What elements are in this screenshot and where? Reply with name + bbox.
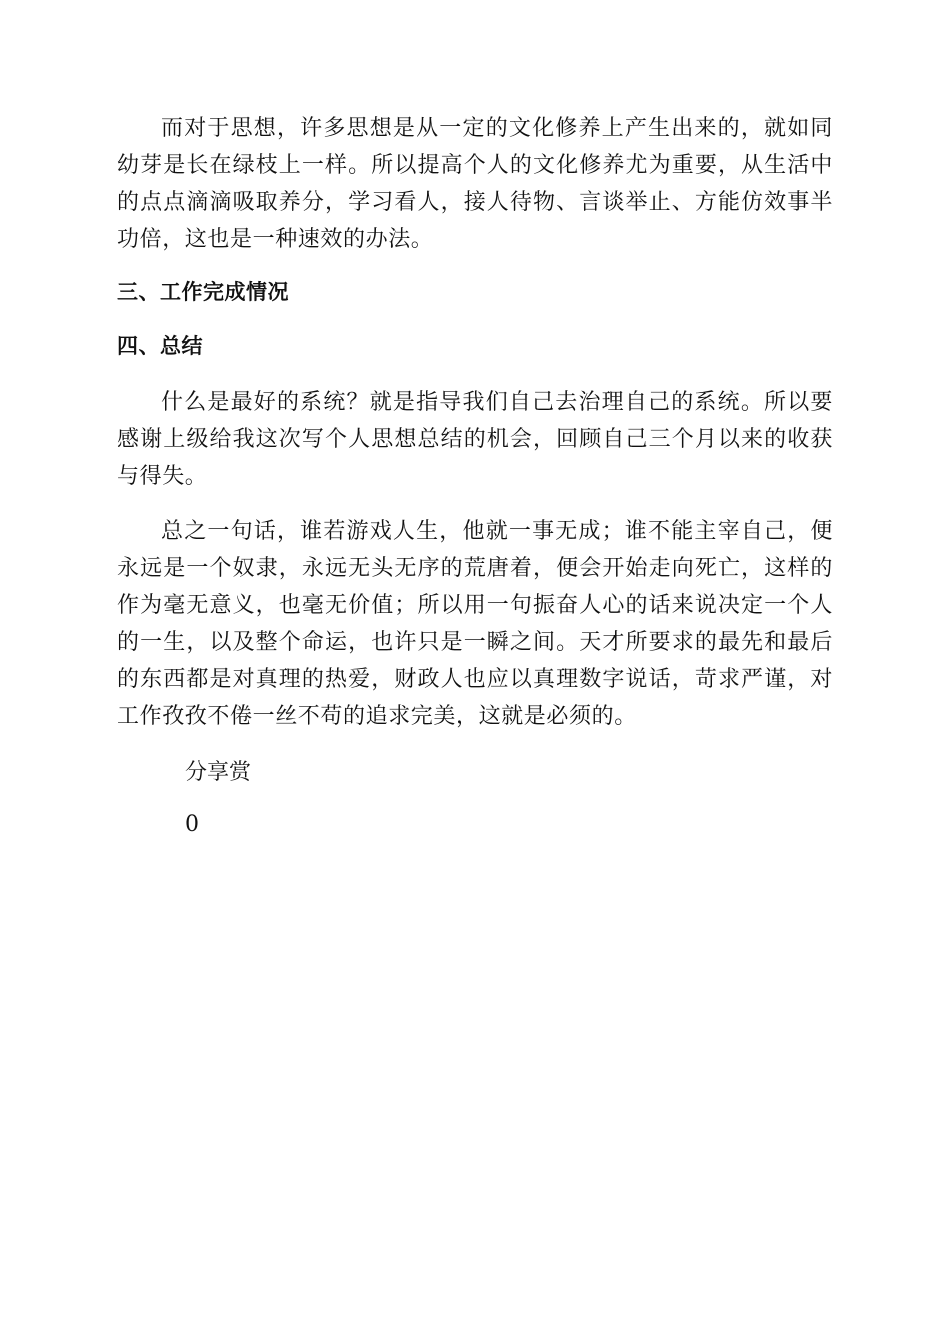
section-heading-work-completion: 三、工作完成情况 [117, 280, 289, 304]
paragraph-summary-system: 什么是最好的系统？就是指导我们自己去治理自己的系统。所以要感谢上级给我这次写个人思想总结的机会，回顾自己三个月以来的收获与得失。 [117, 390, 833, 489]
paragraph-summary-conclusion: 总之一句话，谁若游戏人生，他就一事无成；谁不能主宰自己，便永远是一个奴隶，永远无头无序的荒唐着，便会开始走向死亡，这样的作为毫无意义，也毫无价值；所以用一句振奋人心的话来说决定一个人的一生，以及整个命运，也许只是一瞬之间。天才所要求的最先和最后的东西都是对真理的热爱，财政人也应以真理数字说话，苛求严谨，对工作孜孜不倦一丝不苟的追求完美，这就是必须的。 [117, 519, 833, 729]
section-heading-summary: 四、总结 [117, 334, 203, 358]
paragraph-culture: 而对于思想，许多思想是从一定的文化修养上产生出来的，就如同幼芽是长在绿枝上一样。所以提高个人的文化修养尤为重要，从生活中的点点滴滴吸取养分，学习看人，接人待物、言谈举止、方能仿效事半功倍，这也是一种速效的办法。 [117, 116, 833, 252]
share-reward-link[interactable]: 分享赏 [185, 760, 252, 785]
document-body [117, 110, 833, 841]
share-count: 0 [185, 812, 199, 837]
